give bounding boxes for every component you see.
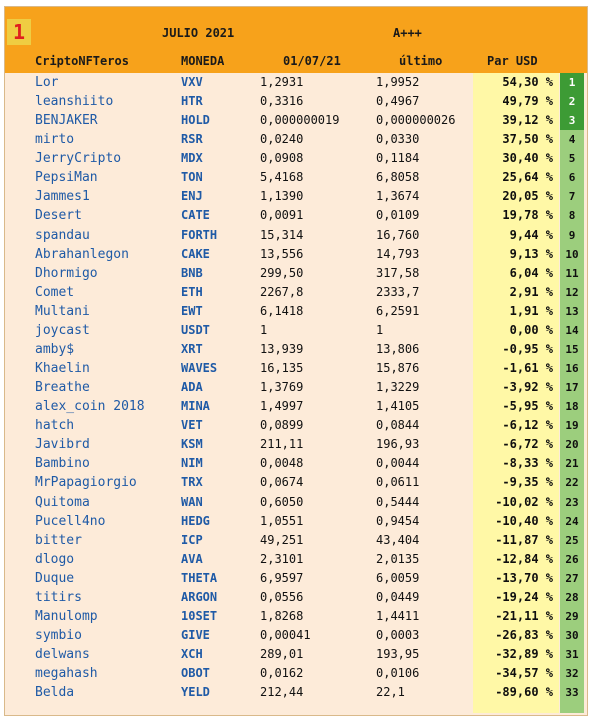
percent-change: 30,40 % [502,151,553,166]
coin-symbol: XCH [181,647,203,662]
position-number: 3 [560,111,584,130]
start-price: 0,0240 [260,132,304,147]
user-name: JerryCripto [35,151,122,167]
user-name: Multani [35,303,90,319]
percent-change: -26,83 % [495,628,553,643]
coin-symbol: VET [181,418,203,433]
coin-symbol: THETA [181,570,218,585]
coin-symbol: FORTH [181,227,218,242]
coin-symbol: USDT [181,322,210,337]
percent-change: -19,24 % [495,589,553,604]
position-number: 24 [565,514,579,528]
last-price: 1,9952 [376,75,420,89]
last-price: 1,3674 [376,189,420,204]
coin-symbol: HTR [181,94,203,109]
percent-change: 39,12 % [502,113,553,128]
last-price: 1,3229 [376,380,420,395]
last-price: 0,000000026 [376,113,456,128]
coin-symbol: YELD [181,685,210,700]
position-number: 13 [565,304,579,318]
table-row [5,588,587,607]
table-row [5,531,587,550]
coin-symbol: ARGON [181,589,218,604]
user-name: Khaelin [35,361,90,377]
start-price: 1,3769 [260,380,304,395]
position-number: 30 [565,629,579,643]
last-price: 196,93 [376,437,420,452]
percent-change: -21,11 % [495,608,553,623]
percent-change: -32,89 % [495,647,553,662]
percent-change: 1,91 % [509,303,553,318]
header-start: 01/07/21 [283,54,341,68]
position-number: 10 [565,247,579,261]
start-price: 6,1418 [260,303,304,318]
coin-symbol: ENJ [181,189,203,204]
position-number: 29 [565,609,579,623]
coin-symbol: NIM [181,456,203,471]
last-price: 0,0003 [376,628,420,643]
table-row [5,550,587,569]
start-price: 49,251 [260,532,304,547]
coin-symbol: TRX [181,475,203,490]
percent-change: -13,70 % [495,570,553,585]
position-number: 11 [565,266,579,280]
user-name: Breathe [35,380,90,396]
start-price: 1,4997 [260,399,304,414]
user-name: Manulomp [35,608,98,624]
percent-change: 0,00 % [509,322,553,337]
table-row [5,264,587,283]
last-price: 43,404 [376,532,420,547]
position-number: 28 [565,590,579,604]
table-row [5,664,587,683]
start-price: 13,556 [260,246,304,261]
header-bar [5,7,587,49]
last-price: 1,4105 [376,399,420,414]
last-price: 22,1 [376,685,405,700]
start-price: 0,0162 [260,666,304,681]
position-number: 33 [565,686,579,700]
table-row [5,378,587,397]
table-row [5,359,587,378]
table-row [5,416,587,435]
start-price: 15,314 [260,227,304,242]
column-headers [5,49,587,73]
last-price: 15,876 [376,361,420,376]
position-number: 9 [568,228,576,242]
position-number: 16 [565,362,579,376]
position-number: 8 [568,209,576,223]
start-price: 2267,8 [260,284,304,299]
user-name: megahash [35,666,98,682]
user-name: Desert [35,208,82,224]
percent-change: 19,78 % [502,208,553,223]
start-price: 289,01 [260,647,304,662]
coin-symbol: OBOT [181,666,210,681]
user-name: symbio [35,628,82,644]
position-number: 27 [565,571,579,585]
user-name: dlogo [35,551,75,567]
start-price: 0,6050 [260,494,304,509]
percent-change: -1,61 % [502,361,553,376]
user-name: alex_coin 2018 [35,399,145,415]
percent-change: -9,35 % [502,475,553,490]
table-row [5,92,587,111]
header-coin: MONEDA [181,54,225,68]
user-name: mirto [35,132,75,148]
last-price: 0,9454 [376,513,420,528]
coin-symbol: ETH [181,284,203,299]
start-price: 0,0908 [260,151,304,166]
start-price: 13,939 [260,341,304,356]
percent-change: -10,02 % [495,494,553,509]
percent-change: 20,05 % [502,189,553,204]
position-number: 2 [560,92,584,111]
position-number: 22 [565,476,579,490]
percent-change: 37,50 % [502,132,553,147]
coin-symbol: HOLD [181,113,210,128]
start-price: 211,11 [260,437,304,452]
user-name: amby$ [35,341,75,357]
table-row [5,111,587,130]
coin-symbol: RSR [181,132,203,147]
table-row [5,454,587,473]
last-price: 0,0044 [376,456,420,471]
table-row [5,321,587,340]
header-user: CriptoNFTeros [35,54,129,68]
start-price: 1,1390 [260,189,304,204]
last-price: 0,0844 [376,418,420,433]
user-name: BENJAKER [35,113,98,129]
user-name: Lor [35,75,59,90]
user-name: PepsiMan [35,170,98,186]
last-price: 6,8058 [376,170,420,185]
table-row [5,645,587,664]
last-price: 2,0135 [376,551,420,566]
start-price: 0,000000019 [260,113,340,128]
last-price: 0,0109 [376,208,420,223]
coin-symbol: XRT [181,341,203,356]
user-name: Duque [35,570,75,586]
coin-symbol: BNB [181,265,203,280]
table-row [5,397,587,416]
position-number: 12 [565,285,579,299]
position-number: 32 [565,667,579,681]
last-price: 317,58 [376,265,420,280]
table-row [5,283,587,302]
user-name: MrPapagiorgio [35,475,137,491]
table-row [5,493,587,512]
position-number: 4 [568,133,576,147]
start-price: 0,00041 [260,628,311,643]
coin-symbol: HEDG [181,513,210,528]
last-price: 13,806 [376,341,420,356]
percent-change: -0,95 % [502,341,553,356]
position-number: 5 [568,152,576,166]
position-number: 7 [568,190,576,204]
table-row [5,245,587,264]
coin-symbol: ADA [181,380,203,395]
table-row [5,626,587,645]
coin-symbol: AVA [181,551,203,566]
start-price: 1,0551 [260,513,304,528]
table-row [5,73,587,92]
user-name: Jammes1 [35,189,90,205]
coin-symbol: EWT [181,303,203,318]
user-name: Javibrd [35,437,90,453]
start-price: 1,2931 [260,75,304,89]
start-price: 0,0899 [260,418,304,433]
coin-symbol: MDX [181,151,203,166]
user-name: bitter [35,532,82,548]
position-number: 1 [560,73,584,92]
start-price: 2,3101 [260,551,304,566]
user-name: Belda [35,685,75,701]
table-row [5,226,587,245]
percent-change: 9,13 % [509,246,553,261]
last-price: 0,0449 [376,589,420,604]
coin-symbol: VXV [181,75,203,89]
last-price: 0,4967 [376,94,420,109]
coin-symbol: GIVE [181,628,210,643]
percent-change: -89,60 % [495,685,553,700]
last-price: 0,5444 [376,494,420,509]
percent-change: -12,84 % [495,551,553,566]
last-price: 1,4411 [376,608,420,623]
table-row [5,149,587,168]
position-number: 31 [565,648,579,662]
coin-symbol: CAKE [181,246,210,261]
user-name: Abrahanlegon [35,246,129,262]
percent-change: 49,79 % [502,94,553,109]
position-number: 17 [565,381,579,395]
coin-symbol: WAN [181,494,203,509]
percent-change: 25,64 % [502,170,553,185]
last-price: 6,2591 [376,303,420,318]
table-row [5,435,587,454]
position-number: 14 [565,323,579,337]
coin-symbol: CATE [181,208,210,223]
user-name: delwans [35,647,90,663]
table-row [5,683,587,702]
last-price: 16,760 [376,227,420,242]
percent-change: -5,95 % [502,399,553,414]
percent-change: 9,44 % [509,227,553,242]
table-row [5,302,587,321]
table-row [5,512,587,531]
table-row [5,187,587,206]
position-number: 26 [565,552,579,566]
start-price: 0,0556 [260,589,304,604]
position-number: 15 [565,342,579,356]
table-row [5,607,587,626]
percent-change: 54,30 % [502,75,553,89]
last-price: 193,95 [376,647,420,662]
table-row [5,206,587,225]
percent-change: -8,33 % [502,456,553,471]
table-row [5,569,587,588]
month-title: JULIO 2021 [162,26,235,40]
header-pct: Par USD [487,54,538,68]
position-number: 19 [565,419,579,433]
coin-symbol: KSM [181,437,203,452]
header-last: último [399,54,443,68]
position-number: 25 [565,533,579,547]
last-price: 0,0106 [376,666,420,681]
user-name: leanshiito [35,94,114,110]
user-name: Dhormigo [35,265,98,281]
coin-symbol: ICP [181,532,203,547]
start-price: 299,50 [260,265,304,280]
start-price: 6,9597 [260,570,304,585]
start-price: 0,3316 [260,94,304,109]
coin-symbol: TON [181,170,203,185]
table-row [5,473,587,492]
percent-change: 6,04 % [509,265,553,280]
user-name: Quitoma [35,494,90,510]
coin-symbol: WAVES [181,361,218,376]
user-name: Pucell4no [35,513,106,529]
grade-label: A+++ [393,26,422,40]
table-row [5,130,587,149]
percent-change: 2,91 % [509,284,553,299]
percent-change: -34,57 % [495,666,553,681]
start-price: 16,135 [260,361,304,376]
ranking-sheet [4,6,588,716]
percent-change: -6,12 % [502,418,553,433]
last-price: 2333,7 [376,284,420,299]
start-price: 1 [260,322,268,337]
last-price: 0,1184 [376,151,420,166]
start-price: 0,0091 [260,208,304,223]
last-price: 0,0611 [376,475,420,490]
percent-change: -3,92 % [502,380,553,395]
start-price: 0,0048 [260,456,304,471]
last-price: 6,0059 [376,570,420,585]
last-price: 0,0330 [376,132,420,147]
percent-change: -11,87 % [495,532,553,547]
user-name: hatch [35,418,75,434]
position-number: 21 [565,457,579,471]
percent-change: -6,72 % [502,437,553,452]
position-number: 18 [565,400,579,414]
user-name: joycast [35,322,90,338]
rank-badge: 1 [7,19,31,45]
user-name: titirs [35,589,82,605]
start-price: 0,0674 [260,475,304,490]
table-row [5,340,587,359]
position-number: 6 [568,171,576,185]
percent-change: -10,40 % [495,513,553,528]
user-name: spandau [35,227,90,243]
user-name: Bambino [35,456,90,472]
position-number: 20 [565,438,579,452]
table-row [5,168,587,187]
coin-symbol: 10SET [181,608,218,623]
start-price: 212,44 [260,685,304,700]
position-number: 23 [565,495,579,509]
coin-symbol: MINA [181,399,210,414]
start-price: 5,4168 [260,170,304,185]
start-price: 1,8268 [260,608,304,623]
last-price: 1 [376,322,384,337]
user-name: Comet [35,284,75,300]
last-price: 14,793 [376,246,420,261]
